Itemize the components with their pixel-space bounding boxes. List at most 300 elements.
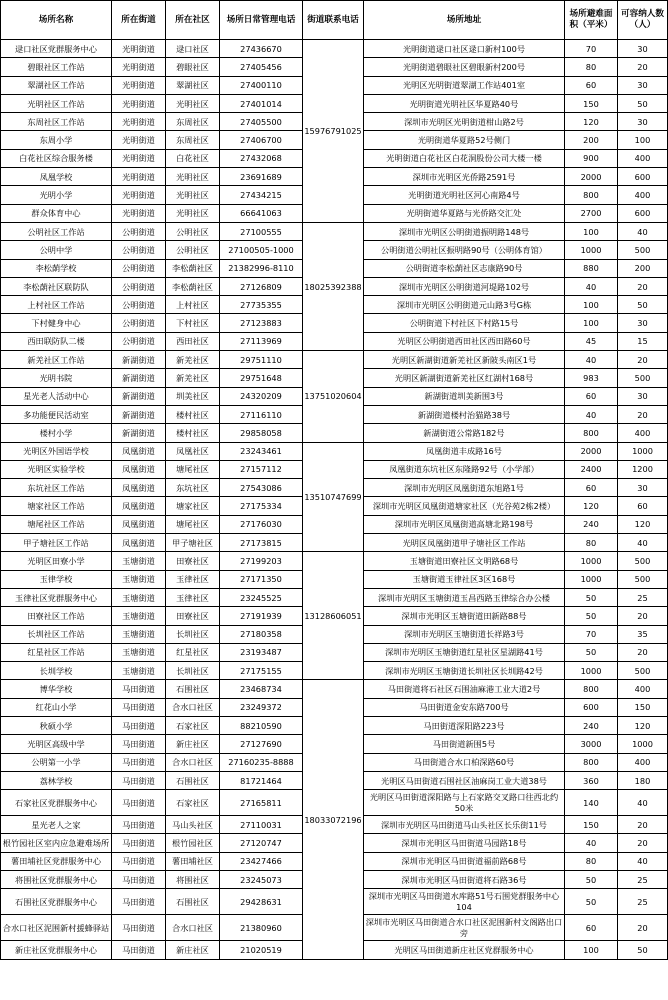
cell-area: 140 <box>565 790 618 816</box>
cell-street: 马田街道 <box>112 753 166 771</box>
cell-name: 多功能便民活动室 <box>1 405 112 423</box>
col-header-area: 场所避难面积（平米） <box>565 1 618 40</box>
cell-address: 光明区新湖街道新羌社区红湖村168号 <box>364 369 565 387</box>
cell-name: 公明中学 <box>1 241 112 259</box>
cell-address: 马田街道合水口柏深路60号 <box>364 753 565 771</box>
cell-community: 逯口社区 <box>166 40 220 58</box>
cell-community: 白花社区 <box>166 149 220 167</box>
cell-area: 3000 <box>565 735 618 753</box>
cell-community: 光明社区 <box>166 94 220 112</box>
table-row <box>1 680 668 698</box>
cell-community: 长圳社区 <box>166 662 220 680</box>
cell-street: 光明街道 <box>112 58 166 76</box>
cell-daily-phone: 27180358 <box>220 625 303 643</box>
cell-area: 50 <box>565 643 618 661</box>
cell-daily-phone: 27400110 <box>220 76 303 94</box>
cell-daily-phone: 23249372 <box>220 698 303 716</box>
table-row <box>1 552 668 570</box>
cell-area: 2700 <box>565 204 618 222</box>
cell-street: 凤凰街道 <box>112 497 166 515</box>
cell-community: 下村社区 <box>166 314 220 332</box>
cell-area: 600 <box>565 698 618 716</box>
cell-capacity: 30 <box>618 479 668 497</box>
cell-street: 玉塘街道 <box>112 588 166 606</box>
cell-street: 光明街道 <box>112 76 166 94</box>
cell-daily-phone: 23245525 <box>220 588 303 606</box>
cell-capacity: 600 <box>618 204 668 222</box>
cell-daily-phone: 21382996-8110 <box>220 259 303 277</box>
cell-capacity: 25 <box>618 588 668 606</box>
cell-address: 凤凰街道东坑社区东隆路92号（小学部） <box>364 460 565 478</box>
cell-daily-phone: 27191939 <box>220 607 303 625</box>
cell-area: 150 <box>565 94 618 112</box>
cell-daily-phone: 27401014 <box>220 94 303 112</box>
cell-capacity: 1000 <box>618 442 668 460</box>
cell-community: 新羌社区 <box>166 369 220 387</box>
cell-name: 逯口社区党群服务中心 <box>1 40 112 58</box>
cell-capacity: 30 <box>618 76 668 94</box>
cell-address: 光明区新湖街道新羌社区新陂头南区1号 <box>364 351 565 369</box>
cell-name: 下村健身中心 <box>1 314 112 332</box>
cell-daily-phone: 24320209 <box>220 387 303 405</box>
cell-community: 将围社区 <box>166 871 220 889</box>
cell-daily-phone: 27100555 <box>220 222 303 240</box>
cell-capacity: 15 <box>618 332 668 350</box>
header-row <box>1 1 668 40</box>
cell-community: 石围社区 <box>166 889 220 915</box>
cell-capacity: 500 <box>618 662 668 680</box>
cell-community: 圳美社区 <box>166 387 220 405</box>
cell-name: 东周小学 <box>1 131 112 149</box>
cell-daily-phone: 23691689 <box>220 168 303 186</box>
cell-capacity: 400 <box>618 149 668 167</box>
cell-street: 玉塘街道 <box>112 625 166 643</box>
cell-daily-phone: 27405500 <box>220 113 303 131</box>
cell-street: 光明街道 <box>112 94 166 112</box>
cell-address: 深圳市光明区凤凰街道高塘北路198号 <box>364 515 565 533</box>
col-header-address: 场所地址 <box>364 1 565 40</box>
cell-capacity: 40 <box>618 790 668 816</box>
cell-daily-phone: 23193487 <box>220 643 303 661</box>
cell-street: 马田街道 <box>112 871 166 889</box>
cell-name: 光明区田寮小学 <box>1 552 112 570</box>
cell-street: 马田街道 <box>112 852 166 870</box>
cell-community: 甲子塘社区 <box>166 534 220 552</box>
cell-daily-phone: 27116110 <box>220 405 303 423</box>
cell-address: 马田街道金安东路700号 <box>364 698 565 716</box>
cell-street: 马田街道 <box>112 680 166 698</box>
cell-address: 深圳市光明区凤凰街道塘家社区（光谷苑2栋2楼） <box>364 497 565 515</box>
cell-address: 光明街道光明社区华夏路40号 <box>364 94 565 112</box>
cell-area: 2000 <box>565 442 618 460</box>
cell-area: 50 <box>565 871 618 889</box>
cell-street: 玉塘街道 <box>112 570 166 588</box>
cell-area: 70 <box>565 40 618 58</box>
cell-daily-phone: 27100505-1000 <box>220 241 303 259</box>
cell-community: 公明社区 <box>166 222 220 240</box>
cell-name: 白花社区综合服务楼 <box>1 149 112 167</box>
cell-daily-phone: 27173815 <box>220 534 303 552</box>
cell-area: 100 <box>565 222 618 240</box>
cell-capacity: 500 <box>618 552 668 570</box>
cell-capacity: 120 <box>618 716 668 734</box>
cell-name: 博华学校 <box>1 680 112 698</box>
cell-area: 1000 <box>565 552 618 570</box>
cell-street: 马田街道 <box>112 771 166 789</box>
cell-area: 60 <box>565 479 618 497</box>
cell-community: 马山头社区 <box>166 816 220 834</box>
cell-daily-phone: 29751110 <box>220 351 303 369</box>
cell-address: 光明区光明街道翠湖工作站401室 <box>364 76 565 94</box>
cell-address: 光明区公明街道西田社区西田路60号 <box>364 332 565 350</box>
col-header-daily-phone: 场所日常管理电话 <box>220 1 303 40</box>
table-row <box>1 222 668 240</box>
cell-capacity: 400 <box>618 424 668 442</box>
cell-capacity: 20 <box>618 405 668 423</box>
cell-community: 根竹园社区 <box>166 834 220 852</box>
cell-community: 长圳社区 <box>166 625 220 643</box>
cell-name: 玉律学校 <box>1 570 112 588</box>
cell-street: 公明街道 <box>112 241 166 259</box>
cell-capacity: 50 <box>618 94 668 112</box>
cell-name: 凤凰学校 <box>1 168 112 186</box>
cell-daily-phone: 27120747 <box>220 834 303 852</box>
cell-street: 公明街道 <box>112 222 166 240</box>
cell-name: 秋硕小学 <box>1 716 112 734</box>
cell-street: 马田街道 <box>112 790 166 816</box>
cell-name: 将围社区党群服务中心 <box>1 871 112 889</box>
cell-daily-phone: 23427466 <box>220 852 303 870</box>
cell-capacity: 60 <box>618 497 668 515</box>
cell-street: 马田街道 <box>112 735 166 753</box>
cell-community: 塘尾社区 <box>166 515 220 533</box>
cell-street: 凤凰街道 <box>112 515 166 533</box>
cell-capacity: 40 <box>618 534 668 552</box>
cell-name: 公明社区工作站 <box>1 222 112 240</box>
cell-address: 深圳市光明区公明街道河堤路102号 <box>364 277 565 295</box>
cell-street: 马田街道 <box>112 816 166 834</box>
cell-area: 1000 <box>565 662 618 680</box>
cell-daily-phone: 23243461 <box>220 442 303 460</box>
cell-name: 田寮社区工作站 <box>1 607 112 625</box>
cell-street: 公明街道 <box>112 277 166 295</box>
cell-capacity: 500 <box>618 570 668 588</box>
cell-community: 光明社区 <box>166 204 220 222</box>
cell-community: 楼村社区 <box>166 405 220 423</box>
cell-address: 凤凰街道丰成路16号 <box>364 442 565 460</box>
cell-daily-phone: 27171350 <box>220 570 303 588</box>
col-header-street-phone: 街道联系电话 <box>303 1 364 40</box>
cell-community: 光明社区 <box>166 168 220 186</box>
cell-daily-phone: 27543086 <box>220 479 303 497</box>
cell-name: 甲子塘社区工作站 <box>1 534 112 552</box>
cell-name: 李松蓢社区联防队 <box>1 277 112 295</box>
cell-street: 凤凰街道 <box>112 442 166 460</box>
cell-community: 李松蓢社区 <box>166 259 220 277</box>
cell-capacity: 20 <box>618 816 668 834</box>
cell-community: 新庄社区 <box>166 941 220 959</box>
cell-capacity: 400 <box>618 753 668 771</box>
cell-street-phone: 13128606051 <box>303 552 364 680</box>
cell-name: 石围社区党群服务中心 <box>1 889 112 915</box>
cell-community: 玉律社区 <box>166 588 220 606</box>
cell-area: 880 <box>565 259 618 277</box>
cell-community: 石家社区 <box>166 716 220 734</box>
cell-name: 碧眼社区工作站 <box>1 58 112 76</box>
cell-area: 2400 <box>565 460 618 478</box>
cell-address: 光明区马田街道石围社区油麻岗工业大道38号 <box>364 771 565 789</box>
cell-community: 石围社区 <box>166 680 220 698</box>
cell-community: 塘尾社区 <box>166 460 220 478</box>
cell-address: 深圳市光明区凤凰街道东旭路1号 <box>364 479 565 497</box>
cell-name: 长圳社区工作站 <box>1 625 112 643</box>
cell-address: 深圳市光明区玉塘街道长圳社区长圳路42号 <box>364 662 565 680</box>
cell-capacity: 20 <box>618 277 668 295</box>
cell-name: 东周社区工作站 <box>1 113 112 131</box>
cell-name: 楼村小学 <box>1 424 112 442</box>
cell-daily-phone: 27113969 <box>220 332 303 350</box>
cell-capacity: 400 <box>618 680 668 698</box>
cell-area: 200 <box>565 131 618 149</box>
cell-area: 60 <box>565 76 618 94</box>
cell-community: 上村社区 <box>166 296 220 314</box>
cell-capacity: 30 <box>618 314 668 332</box>
cell-name: 群众体育中心 <box>1 204 112 222</box>
cell-address: 深圳市光明区玉塘街道玉昌西路玉律综合办公楼 <box>364 588 565 606</box>
cell-daily-phone: 27110031 <box>220 816 303 834</box>
cell-address: 光明区马田街道新庄社区党群服务中心 <box>364 941 565 959</box>
cell-name: 根竹园社区室内应急避难场所 <box>1 834 112 852</box>
cell-daily-phone: 29428631 <box>220 889 303 915</box>
cell-name: 长圳学校 <box>1 662 112 680</box>
cell-street-phone: 13510747699 <box>303 442 364 552</box>
cell-area: 360 <box>565 771 618 789</box>
cell-area: 70 <box>565 625 618 643</box>
cell-area: 100 <box>565 941 618 959</box>
cell-name: 光明区高级中学 <box>1 735 112 753</box>
cell-daily-phone: 27436670 <box>220 40 303 58</box>
cell-street: 光明街道 <box>112 168 166 186</box>
cell-community: 西田社区 <box>166 332 220 350</box>
cell-address: 光明街道碧眼社区碧眼新村200号 <box>364 58 565 76</box>
cell-name: 光明区外国语学校 <box>1 442 112 460</box>
cell-capacity: 20 <box>618 643 668 661</box>
cell-street-phone: 15976791025 <box>303 40 364 223</box>
cell-street: 公明街道 <box>112 332 166 350</box>
cell-capacity: 40 <box>618 222 668 240</box>
cell-daily-phone: 27432068 <box>220 149 303 167</box>
cell-address: 马田街道新围5号 <box>364 735 565 753</box>
cell-area: 150 <box>565 816 618 834</box>
cell-address: 公明街道李松蓢社区志康路90号 <box>364 259 565 277</box>
cell-street: 新湖街道 <box>112 369 166 387</box>
cell-capacity: 30 <box>618 40 668 58</box>
cell-daily-phone: 27406700 <box>220 131 303 149</box>
cell-address: 深圳市光明区玉塘街道红星社区星湖路41号 <box>364 643 565 661</box>
cell-name: 合水口社区泥围新村援蜂驿站 <box>1 915 112 941</box>
cell-address: 深圳市光明区马田街道马山头社区长乐街11号 <box>364 816 565 834</box>
cell-daily-phone: 27165811 <box>220 790 303 816</box>
cell-community: 新庄社区 <box>166 735 220 753</box>
cell-name: 星光老人之家 <box>1 816 112 834</box>
cell-address: 新湖街道公常路182号 <box>364 424 565 442</box>
cell-name: 红星社区工作站 <box>1 643 112 661</box>
cell-area: 100 <box>565 314 618 332</box>
cell-name: 李松蓢学校 <box>1 259 112 277</box>
cell-street: 玉塘街道 <box>112 552 166 570</box>
cell-area: 40 <box>565 405 618 423</box>
cell-daily-phone: 66641063 <box>220 204 303 222</box>
cell-area: 60 <box>565 387 618 405</box>
cell-capacity: 20 <box>618 834 668 852</box>
cell-area: 40 <box>565 351 618 369</box>
cell-community: 公明社区 <box>166 241 220 259</box>
cell-daily-phone: 27176030 <box>220 515 303 533</box>
cell-address: 深圳市光明区马田街道福前路68号 <box>364 852 565 870</box>
cell-street-phone: 13751020604 <box>303 351 364 442</box>
cell-area: 80 <box>565 534 618 552</box>
cell-community: 东周社区 <box>166 131 220 149</box>
cell-area: 983 <box>565 369 618 387</box>
cell-area: 45 <box>565 332 618 350</box>
cell-address: 新湖街道圳美新围3号 <box>364 387 565 405</box>
cell-area: 60 <box>565 915 618 941</box>
cell-community: 翠湖社区 <box>166 76 220 94</box>
cell-capacity: 500 <box>618 369 668 387</box>
cell-address: 深圳市光明区马田街道将石路36号 <box>364 871 565 889</box>
cell-capacity: 1200 <box>618 460 668 478</box>
cell-street: 马田街道 <box>112 834 166 852</box>
cell-community: 田寮社区 <box>166 607 220 625</box>
cell-capacity: 120 <box>618 515 668 533</box>
cell-capacity: 100 <box>618 131 668 149</box>
cell-address: 光明街道逯口社区逯口新村100号 <box>364 40 565 58</box>
cell-street: 光明街道 <box>112 113 166 131</box>
cell-street: 凤凰街道 <box>112 534 166 552</box>
cell-capacity: 40 <box>618 852 668 870</box>
cell-street: 凤凰街道 <box>112 479 166 497</box>
cell-capacity: 20 <box>618 915 668 941</box>
cell-capacity: 25 <box>618 889 668 915</box>
cell-address: 深圳市光明区公明街道元山路3号G栋 <box>364 296 565 314</box>
cell-street: 马田街道 <box>112 716 166 734</box>
cell-community: 塘家社区 <box>166 497 220 515</box>
cell-community: 合水口社区 <box>166 698 220 716</box>
cell-name: 石家社区党群服务中心 <box>1 790 112 816</box>
cell-capacity: 50 <box>618 296 668 314</box>
col-header-name: 场所名称 <box>1 1 112 40</box>
cell-community: 红星社区 <box>166 643 220 661</box>
cell-address: 深圳市光明区马田街道马园路18号 <box>364 834 565 852</box>
cell-address: 深圳市光明区公明街道振明路148号 <box>364 222 565 240</box>
table-row <box>1 442 668 460</box>
cell-area: 800 <box>565 753 618 771</box>
cell-name: 东坑社区工作站 <box>1 479 112 497</box>
cell-daily-phone: 21020519 <box>220 941 303 959</box>
cell-address: 深圳市光明区马田街道合水口社区泥围新村文阁路出口旁 <box>364 915 565 941</box>
cell-address: 公明街道公明社区振明路90号（公明体育馆） <box>364 241 565 259</box>
cell-capacity: 400 <box>618 186 668 204</box>
cell-street-phone: 18033072196 <box>303 680 364 959</box>
cell-name: 西田联防队二楼 <box>1 332 112 350</box>
cell-capacity: 50 <box>618 941 668 959</box>
cell-daily-phone: 27127690 <box>220 735 303 753</box>
cell-daily-phone: 27175155 <box>220 662 303 680</box>
cell-address: 光明街道白花社区白花洞股份公司大楼一楼 <box>364 149 565 167</box>
cell-daily-phone: 27175334 <box>220 497 303 515</box>
cell-daily-phone: 29751648 <box>220 369 303 387</box>
cell-area: 50 <box>565 607 618 625</box>
cell-community: 东坑社区 <box>166 479 220 497</box>
cell-street: 公明街道 <box>112 259 166 277</box>
cell-community: 碧眼社区 <box>166 58 220 76</box>
cell-community: 楼村社区 <box>166 424 220 442</box>
table-body <box>1 40 668 960</box>
cell-name: 新庄社区党群服务中心 <box>1 941 112 959</box>
cell-area: 800 <box>565 424 618 442</box>
cell-daily-phone: 27123883 <box>220 314 303 332</box>
cell-name: 玉律社区党群服务中心 <box>1 588 112 606</box>
cell-area: 120 <box>565 113 618 131</box>
cell-community: 田寮社区 <box>166 552 220 570</box>
cell-address: 新湖街道楼村治猫路38号 <box>364 405 565 423</box>
cell-name: 翠湖社区工作站 <box>1 76 112 94</box>
cell-capacity: 180 <box>618 771 668 789</box>
cell-street: 新湖街道 <box>112 351 166 369</box>
cell-daily-phone: 81721464 <box>220 771 303 789</box>
cell-address: 深圳市光明区马田街道水库路51号石围党群服务中心104 <box>364 889 565 915</box>
cell-daily-phone: 29858058 <box>220 424 303 442</box>
cell-daily-phone: 21380960 <box>220 915 303 941</box>
cell-name: 星光老人活动中心 <box>1 387 112 405</box>
cell-street: 光明街道 <box>112 131 166 149</box>
cell-address: 光明区凤凰街道甲子塘社区工作站 <box>364 534 565 552</box>
cell-street: 公明街道 <box>112 296 166 314</box>
cell-community: 凤凰社区 <box>166 442 220 460</box>
cell-name: 塘家社区工作站 <box>1 497 112 515</box>
cell-community: 合水口社区 <box>166 915 220 941</box>
cell-address: 马田街道将石社区石围油麻港工业大道2号 <box>364 680 565 698</box>
cell-name: 上村社区工作站 <box>1 296 112 314</box>
cell-address: 光明区马田街道深阳路与上石家路交叉路口往西北约50米 <box>364 790 565 816</box>
cell-area: 2000 <box>565 168 618 186</box>
cell-community: 石围社区 <box>166 771 220 789</box>
cell-capacity: 1000 <box>618 735 668 753</box>
cell-area: 1000 <box>565 241 618 259</box>
table-row <box>1 40 668 58</box>
cell-capacity: 600 <box>618 168 668 186</box>
cell-community: 玉律社区 <box>166 570 220 588</box>
cell-street: 马田街道 <box>112 889 166 915</box>
cell-address: 光明街道华夏路与光侨路交汇处 <box>364 204 565 222</box>
cell-area: 900 <box>565 149 618 167</box>
cell-area: 800 <box>565 680 618 698</box>
col-header-street: 所在街道 <box>112 1 166 40</box>
cell-area: 40 <box>565 277 618 295</box>
cell-community: 东周社区 <box>166 113 220 131</box>
cell-area: 120 <box>565 497 618 515</box>
cell-name: 光明书院 <box>1 369 112 387</box>
cell-address: 玉塘街道田寮社区文明路68号 <box>364 552 565 570</box>
cell-capacity: 20 <box>618 351 668 369</box>
cell-street: 马田街道 <box>112 941 166 959</box>
cell-area: 1000 <box>565 570 618 588</box>
cell-capacity: 500 <box>618 241 668 259</box>
cell-daily-phone: 23468734 <box>220 680 303 698</box>
cell-street: 玉塘街道 <box>112 607 166 625</box>
cell-name: 光明区实验学校 <box>1 460 112 478</box>
cell-capacity: 30 <box>618 113 668 131</box>
